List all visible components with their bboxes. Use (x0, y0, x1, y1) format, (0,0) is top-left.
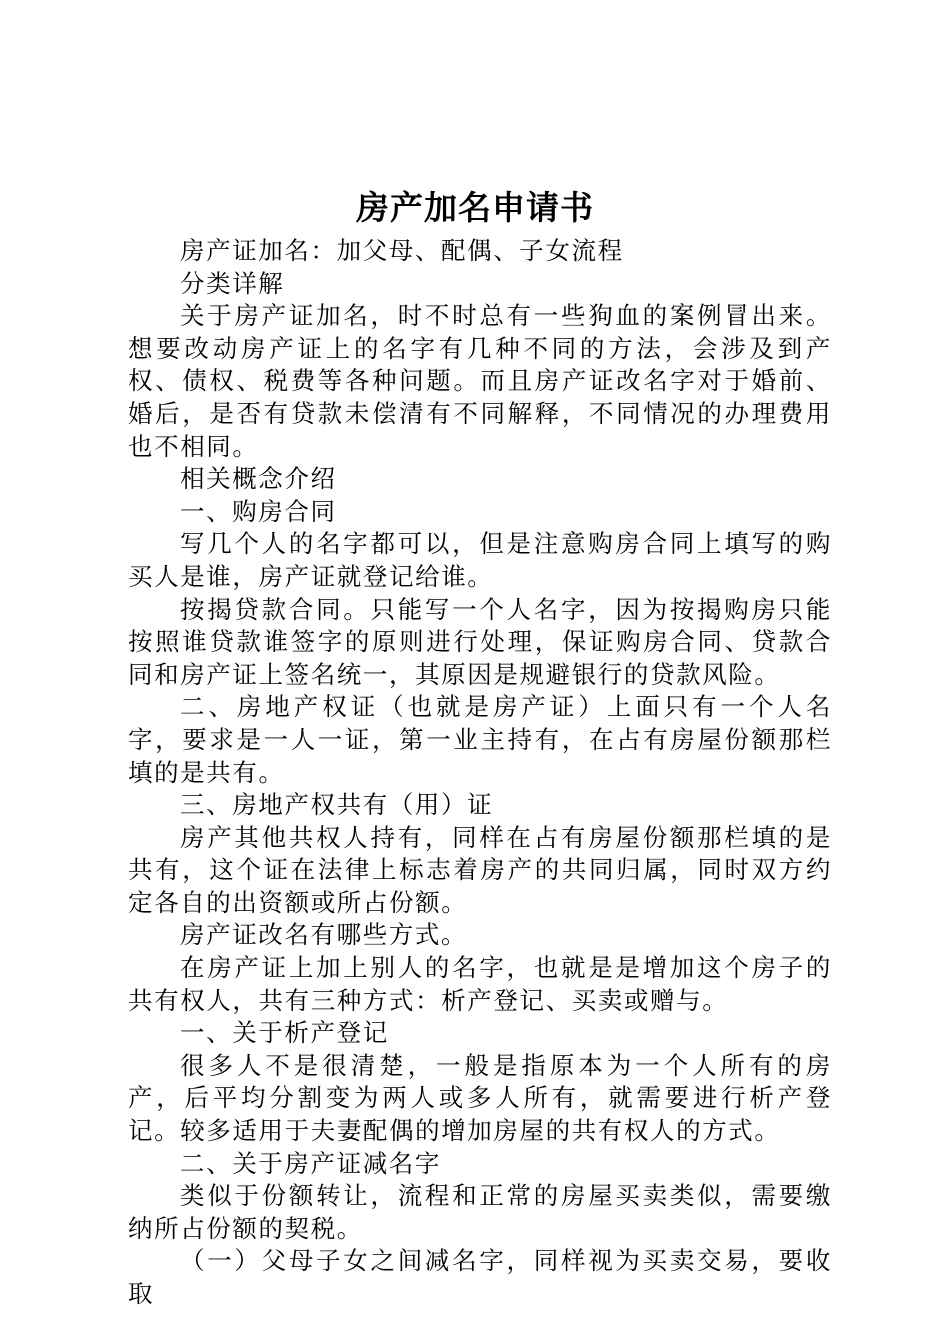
paragraph: 写几个人的名字都可以，但是注意购房合同上填写的购买人是谁，房产证就登记给谁。 (128, 529, 832, 591)
paragraph: 一、关于析产登记 (180, 1018, 389, 1048)
paragraph: （一）父母子女之间减名字，同样视为买卖交易，要收取 (128, 1246, 832, 1308)
paragraph: 相关概念介绍 (180, 464, 337, 494)
paragraph: 房产证改名有哪些方式。 (180, 920, 468, 950)
paragraph: 在房产证上加上别人的名字，也就是是增加这个房子的共有权人，共有三种方式：析产登记、买卖或赠与。 (128, 953, 832, 1015)
paragraph: 二、关于房产证减名字 (180, 1148, 441, 1178)
document-title: 房产加名申请书 (356, 188, 594, 227)
paragraph: 二、房地产权证（也就是房产证）上面只有一个人名字，要求是一人一证，第一业主持有，在占有房屋份额那栏填的是共有。 (128, 692, 832, 787)
paragraph: 类似于份额转让，流程和正常的房屋买卖类似，需要缴纳所占份额的契税。 (128, 1181, 832, 1243)
paragraph: 房产证加名：加父母、配偶、子女流程 (180, 236, 624, 265)
paragraph: 很多人不是很清楚，一般是指原本为一个人所有的房产，后平均分割变为两人或多人所有，就需要进行析产登记。较多适用于夫妻配偶的增加房屋的共有权人的方式。 (128, 1050, 832, 1146)
paragraph: 分类详解 (180, 268, 285, 298)
paragraph: 关于房产证加名，时不时总有一些狗血的案例冒出来。想要改动房产证上的名字有几种不同的方法，会涉及到产权、债权、税费等各种问题。而且房产证改名字对于婚前、婚后，是否有贷款未偿清有不同解释，不同情况的办理费用也不相同。 (128, 301, 832, 461)
paragraph: 按揭贷款合同。只能写一个人名字，因为按揭购房只能按照谁贷款谁签字的原则进行处理，保证购房合同、贷款合同和房产证上签名统一，其原因是规避银行的贷款风险。 (128, 594, 832, 689)
paragraph: 三、房地产权共有（用）证 (180, 790, 494, 820)
paragraph: 一、购房合同 (180, 496, 337, 526)
document-body (128, 235, 832, 1311)
paragraph: 房产其他共权人持有，同样在占有房屋份额那栏填的是共有，这个证在法律上标志着房产的共同归属，同时双方约定各自的出资额或所占份额。 (128, 822, 832, 917)
